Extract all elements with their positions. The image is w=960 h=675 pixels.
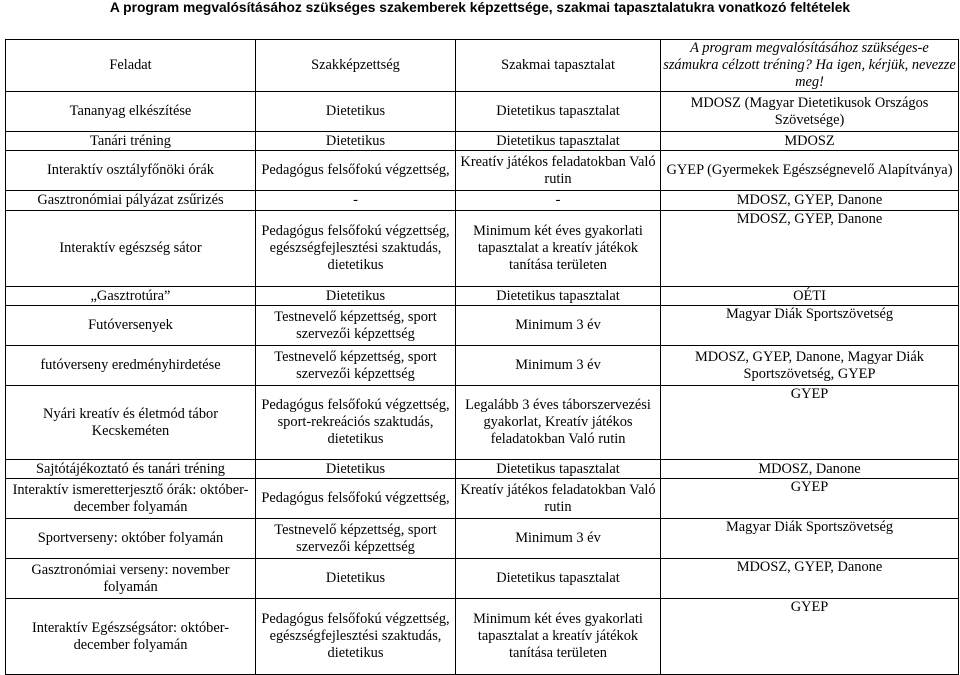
training-cell: MDOSZ — [661, 132, 959, 151]
experience-cell: - — [456, 191, 661, 211]
table-row — [6, 191, 959, 211]
training-cell: MDOSZ (Magyar Dietetikusok Országos Szövetsége) — [661, 92, 959, 132]
table-row — [6, 306, 959, 346]
experience-cell: Dietetikus tapasztalat — [456, 132, 661, 151]
task-cell: „Gasztrotúra” — [6, 287, 256, 306]
task-cell: Tanári tréning — [6, 132, 256, 151]
experience-cell: Minimum két éves gyakorlati tapasztalat a kreatív játékok tanítása területen — [456, 599, 661, 675]
table-row — [6, 211, 959, 287]
column-header-training: A program megvalósításához szükséges-e számukra célzott tréning? Ha igen, kérjük, nevezze meg! — [661, 40, 959, 92]
qualification-cell: Pedagógus felsőfokú végzettség, — [256, 151, 456, 191]
table-row — [6, 287, 959, 306]
task-cell: Nyári kreatív és életmód tábor Kecskeméten — [6, 386, 256, 460]
experience-cell: Legalább 3 éves táborszervezési gyakorlat, Kreatív játékos feladatokban Való rutin — [456, 386, 661, 460]
qualification-cell: Testnevelő képzettség, sport szervezői képzettség — [256, 346, 456, 386]
task-cell: Interaktív ismeretterjesztő órák: október-december folyamán — [6, 479, 256, 519]
qualification-cell: Dietetikus — [256, 132, 456, 151]
training-cell: OÉTI — [661, 287, 959, 306]
task-cell: Tananyag elkészítése — [6, 92, 256, 132]
qualification-cell: - — [256, 191, 456, 211]
task-cell: Sportverseny: október folyamán — [6, 519, 256, 559]
table-row — [6, 346, 959, 386]
task-cell: Gasztronómiai pályázat zsűrizés — [6, 191, 256, 211]
training-cell: GYEP (Gyermekek Egészségnevelő Alapítványa) — [661, 151, 959, 191]
requirements-table — [5, 39, 959, 675]
task-cell: Futóversenyek — [6, 306, 256, 346]
training-cell: MDOSZ, Danone — [661, 460, 959, 479]
task-cell: Gasztronómiai verseny: november folyamán — [6, 559, 256, 599]
document-title: A program megvalósításához szükséges szakemberek képzettsége, szakmai tapasztalatukra vonatkozó feltételek — [109, 0, 851, 15]
table-row — [6, 386, 959, 460]
experience-cell: Minimum két éves gyakorlati tapasztalat a kreatív játékok tanítása területen — [456, 211, 661, 287]
training-cell: GYEP — [661, 599, 959, 675]
experience-cell: Kreatív játékos feladatokban Való rutin — [456, 151, 661, 191]
training-cell: MDOSZ, GYEP, Danone — [661, 191, 959, 211]
training-cell: GYEP — [661, 386, 959, 460]
column-header-experience: Szakmai tapasztalat — [456, 40, 661, 92]
table-row — [6, 599, 959, 675]
column-header-qualification: Szakképzettség — [256, 40, 456, 92]
experience-cell: Dietetikus tapasztalat — [456, 92, 661, 132]
task-cell: Interaktív egészség sátor — [6, 211, 256, 287]
header-row — [6, 40, 959, 92]
experience-cell: Dietetikus tapasztalat — [456, 287, 661, 306]
qualification-cell: Pedagógus felsőfokú végzettség, egészségfejlesztési szaktudás, dietetikus — [256, 599, 456, 675]
experience-cell: Minimum 3 év — [456, 346, 661, 386]
experience-cell: Kreatív játékos feladatokban Való rutin — [456, 479, 661, 519]
qualification-cell: Pedagógus felsőfokú végzettség, — [256, 479, 456, 519]
qualification-cell: Pedagógus felsőfokú végzettség, egészségfejlesztési szaktudás, dietetikus — [256, 211, 456, 287]
experience-cell: Minimum 3 év — [456, 519, 661, 559]
task-cell: Interaktív Egészségsátor: október-december folyamán — [6, 599, 256, 675]
qualification-cell: Dietetikus — [256, 287, 456, 306]
task-cell: futóverseny eredményhirdetése — [6, 346, 256, 386]
training-cell: Magyar Diák Sportszövetség — [661, 519, 959, 559]
table-row — [6, 519, 959, 559]
table-row — [6, 479, 959, 519]
task-cell: Sajtótájékoztató és tanári tréning — [6, 460, 256, 479]
training-cell: MDOSZ, GYEP, Danone — [661, 211, 959, 287]
qualification-cell: Dietetikus — [256, 559, 456, 599]
training-cell: MDOSZ, GYEP, Danone — [661, 559, 959, 599]
training-cell: MDOSZ, GYEP, Danone, Magyar Diák Sportszövetség, GYEP — [661, 346, 959, 386]
qualification-cell: Dietetikus — [256, 460, 456, 479]
qualification-cell: Dietetikus — [256, 92, 456, 132]
table-row — [6, 132, 959, 151]
table-row — [6, 151, 959, 191]
task-cell: Interaktív osztályfőnöki órák — [6, 151, 256, 191]
qualification-cell: Testnevelő képzettség, sport szervezői képzettség — [256, 519, 456, 559]
table-row — [6, 92, 959, 132]
experience-cell: Minimum 3 év — [456, 306, 661, 346]
table-row — [6, 460, 959, 479]
column-header-task: Feladat — [6, 40, 256, 92]
qualification-cell: Pedagógus felsőfokú végzettség, sport-rekreációs szaktudás, dietetikus — [256, 386, 456, 460]
training-cell: GYEP — [661, 479, 959, 519]
experience-cell: Dietetikus tapasztalat — [456, 559, 661, 599]
training-cell: Magyar Diák Sportszövetség — [661, 306, 959, 346]
experience-cell: Dietetikus tapasztalat — [456, 460, 661, 479]
table-row — [6, 559, 959, 599]
qualification-cell: Testnevelő képzettség, sport szervezői képzettség — [256, 306, 456, 346]
